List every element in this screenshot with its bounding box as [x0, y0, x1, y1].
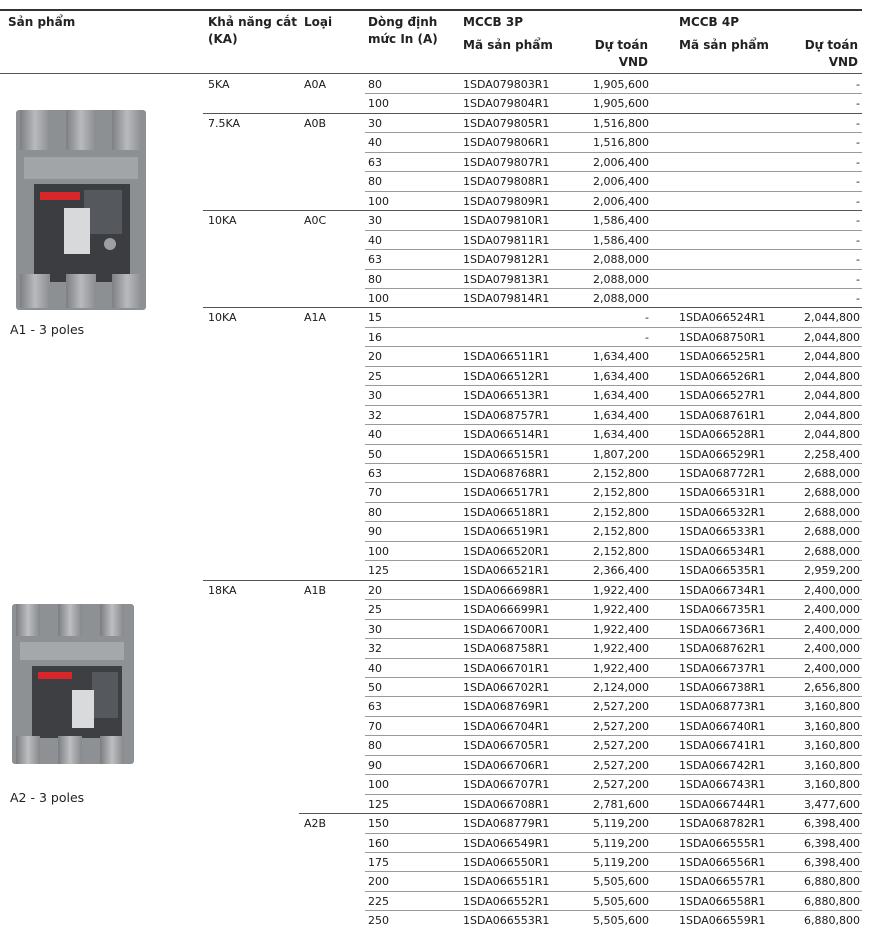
mccb3p-price: 2,152,800: [593, 544, 649, 558]
mccb3p-code: 1SDA066702R1: [463, 680, 550, 694]
mccb3p-price: 2,088,000: [593, 272, 649, 286]
rated-current: 15: [368, 311, 382, 325]
mccb4p-code: 1SDA066528R1: [679, 428, 766, 442]
mccb4p-price: -: [856, 136, 860, 150]
mccb3p-code: 1SDA066518R1: [463, 505, 550, 519]
rated-current: 250: [368, 914, 389, 928]
mccb3p-code: 1SDA066549R1: [463, 836, 550, 850]
mccb3p-price: 5,505,600: [593, 875, 649, 889]
mccb3p-price: 1,586,400: [593, 214, 649, 228]
mccb4p-price: 3,160,800: [804, 719, 860, 733]
mccb4p-price: 2,688,000: [804, 486, 860, 500]
mccb3p-code: 1SDA066521R1: [463, 564, 550, 578]
mccb3p-code: 1SDA066550R1: [463, 856, 550, 869]
mccb3p-price: 2,527,200: [593, 700, 649, 714]
mccb3p-price: 1,586,400: [593, 233, 649, 247]
mccb3p-code: 1SDA079803R1: [463, 78, 550, 91]
header-bottom-rule: [0, 73, 862, 74]
mccb4p-price: 2,400,000: [804, 583, 860, 597]
mccb3p-price: 1,922,400: [593, 622, 649, 636]
mccb4p-code: 1SDA066743R1: [679, 778, 766, 792]
mccb3p-price: 1,516,800: [593, 116, 649, 130]
mccb3p-code: 1SDA066511R1: [463, 350, 550, 364]
mccb3p-code: 1SDA079804R1: [463, 97, 550, 111]
mccb3p-code: 1SDA066551R1: [463, 875, 550, 889]
group-capacity: 10KA: [208, 214, 237, 228]
mccb4p-price: 2,656,800: [804, 680, 860, 694]
mccb4p-code: 1SDA068782R1: [679, 817, 766, 831]
mccb3p-price: 1,516,800: [593, 136, 649, 150]
rated-current: 80: [368, 505, 382, 519]
mccb4p-price: -: [856, 97, 860, 111]
mccb4p-code: 1SDA066556R1: [679, 856, 766, 869]
mccb3p-price: 2,152,800: [593, 505, 649, 519]
mccb4p-price: -: [856, 155, 860, 169]
mccb4p-code: 1SDA066529R1: [679, 447, 766, 461]
mccb3p-code: 1SDA068779R1: [463, 817, 550, 831]
group-type: A1B: [304, 583, 327, 597]
header-product: Sản phẩm: [8, 15, 76, 29]
mccb3p-code: 1SDA066553R1: [463, 914, 550, 928]
rated-current: 100: [368, 194, 389, 208]
mccb3p-code: 1SDA079805R1: [463, 116, 550, 130]
mccb3p-price: 2,781,600: [593, 797, 649, 811]
mccb4p-code: 1SDA066531R1: [679, 486, 766, 500]
mccb4p-code: 1SDA068772R1: [679, 467, 766, 480]
mccb3p-code: 1SDA066517R1: [463, 486, 550, 500]
rated-current: 175: [368, 856, 389, 869]
mccb4p-price: 2,044,800: [804, 408, 860, 422]
mccb3p-code: 1SDA079813R1: [463, 272, 550, 286]
mccb4p-price: 2,044,800: [804, 311, 860, 325]
rated-current: 25: [368, 603, 382, 617]
mccb4p-price: 2,400,000: [804, 642, 860, 656]
mccb3p-price: 1,905,600: [593, 97, 649, 111]
mccb3p-price: 2,527,200: [593, 778, 649, 792]
rated-current: 32: [368, 408, 382, 422]
header-capacity: Khả năng cắt (KA): [208, 15, 298, 46]
mccb3p-price: 1,922,400: [593, 642, 649, 656]
mccb4p-code: 1SDA066740R1: [679, 719, 766, 733]
mccb4p-price: 2,400,000: [804, 661, 860, 675]
mccb3p-price: 2,152,800: [593, 467, 649, 480]
rated-current: 63: [368, 253, 382, 267]
mccb4p-code: 1SDA066735R1: [679, 603, 766, 617]
mccb3p-code: 1SDA066552R1: [463, 894, 550, 908]
mccb3p-code: 1SDA066707R1: [463, 778, 550, 792]
mccb4p-price: 6,398,400: [804, 817, 860, 831]
rated-current: 40: [368, 136, 382, 150]
rated-current: 125: [368, 797, 389, 811]
rated-current: 30: [368, 622, 382, 636]
mccb3p-price: 1,807,200: [593, 447, 649, 461]
mccb4p-price: 2,688,000: [804, 467, 860, 480]
rated-current: 50: [368, 680, 382, 694]
mccb3p-price: 2,366,400: [593, 564, 649, 578]
product-image-a1: [6, 102, 156, 314]
rated-current: 70: [368, 486, 382, 500]
header-4p-price: Dự toán VND: [804, 38, 858, 69]
mccb4p-price: 2,044,800: [804, 350, 860, 364]
group-capacity: 10KA: [208, 311, 237, 325]
rated-current: 90: [368, 758, 382, 772]
mccb3p-price: 2,152,800: [593, 525, 649, 539]
group-type: A0C: [304, 214, 327, 228]
mccb3p-code: 1SDA066519R1: [463, 525, 550, 539]
rated-current: 80: [368, 175, 382, 189]
mccb3p-code: 1SDA066515R1: [463, 447, 550, 461]
rated-current: 20: [368, 350, 382, 364]
group-type: A1A: [304, 311, 327, 325]
mccb4p-code: 1SDA066555R1: [679, 836, 766, 850]
mccb3p-code: 1SDA068769R1: [463, 700, 550, 714]
mccb4p-code: 1SDA068761R1: [679, 408, 766, 422]
mccb3p-code: 1SDA079809R1: [463, 194, 550, 208]
group-type: A0A: [304, 78, 327, 91]
table-top-rule: [0, 9, 862, 11]
rated-current: 90: [368, 525, 382, 539]
mccb4p-price: 3,160,800: [804, 758, 860, 772]
product-label-a1: A1 - 3 poles: [10, 322, 85, 337]
mccb4p-price: 2,688,000: [804, 544, 860, 558]
rated-current: 150: [368, 817, 389, 831]
product-label-a2: A2 - 3 poles: [10, 790, 85, 805]
mccb3p-price: 1,634,400: [593, 408, 649, 422]
mccb4p-code: 1SDA066526R1: [679, 369, 766, 383]
rated-current: 50: [368, 447, 382, 461]
mccb4p-code: 1SDA066525R1: [679, 350, 766, 364]
mccb4p-code: 1SDA066741R1: [679, 739, 766, 753]
mccb4p-price: 2,688,000: [804, 525, 860, 539]
mccb4p-price: 2,688,000: [804, 505, 860, 519]
mccb4p-price: 2,959,200: [804, 564, 860, 578]
mccb3p-code: 1SDA066700R1: [463, 622, 550, 636]
mccb3p-price: 2,006,400: [593, 155, 649, 169]
mccb4p-code: 1SDA066535R1: [679, 564, 766, 578]
mccb4p-code: 1SDA066532R1: [679, 505, 766, 519]
mccb3p-code: 1SDA066701R1: [463, 661, 550, 675]
mccb3p-price: 1,922,400: [593, 603, 649, 617]
rated-current: 30: [368, 214, 382, 228]
mccb3p-price: 2,527,200: [593, 719, 649, 733]
mccb4p-price: 6,880,800: [804, 894, 860, 908]
mccb4p-price: 2,400,000: [804, 622, 860, 636]
group-type: A2B: [304, 817, 327, 831]
mccb3p-code: 1SDA079811R1: [463, 233, 550, 247]
mccb4p-price: 2,044,800: [804, 389, 860, 403]
mccb4p-code: 1SDA068750R1: [679, 330, 766, 344]
group-capacity: 18KA: [208, 583, 237, 597]
mccb3p-code: 1SDA068758R1: [463, 642, 550, 656]
mccb4p-price: -: [856, 272, 860, 286]
mccb3p-code: 1SDA066520R1: [463, 544, 550, 558]
mccb4p-price: -: [856, 78, 860, 91]
rated-current: 100: [368, 291, 389, 305]
group-type: A0B: [304, 116, 327, 130]
header-mccb3p: MCCB 3P: [463, 15, 524, 29]
mccb4p-price: 3,160,800: [804, 778, 860, 792]
rated-current: 200: [368, 875, 389, 889]
rated-current: 63: [368, 700, 382, 714]
header-3p-price: Dự toán VND: [594, 38, 648, 69]
mccb3p-code: 1SDA079812R1: [463, 253, 550, 267]
header-type: Loại: [304, 15, 333, 29]
mccb4p-code: 1SDA066737R1: [679, 661, 766, 675]
mccb4p-price: 3,477,600: [804, 797, 860, 811]
rated-current: 40: [368, 233, 382, 247]
mccb3p-price: 1,634,400: [593, 350, 649, 364]
mccb3p-price: 2,527,200: [593, 739, 649, 753]
rated-current: 100: [368, 544, 389, 558]
mccb3p-code: 1SDA068768R1: [463, 467, 550, 480]
rated-current: 80: [368, 272, 382, 286]
mccb3p-price: 2,088,000: [593, 291, 649, 305]
rated-current: 225: [368, 894, 389, 908]
mccb4p-price: 3,160,800: [804, 700, 860, 714]
mccb3p-price: 5,119,200: [593, 836, 649, 850]
mccb3p-price: -: [645, 311, 649, 325]
mccb3p-price: 5,119,200: [593, 817, 649, 831]
rated-current: 70: [368, 719, 382, 733]
mccb4p-price: -: [856, 116, 860, 130]
mccb4p-price: 6,880,800: [804, 875, 860, 889]
mccb3p-code: 1SDA068757R1: [463, 408, 550, 422]
mccb3p-price: 2,527,200: [593, 758, 649, 772]
rated-current: 80: [368, 78, 382, 91]
rated-current: 30: [368, 389, 382, 403]
rated-current: 100: [368, 778, 389, 792]
mccb4p-price: -: [856, 175, 860, 189]
rated-current: 25: [368, 369, 382, 383]
rated-current: 63: [368, 467, 382, 480]
mccb4p-code: 1SDA066527R1: [679, 389, 766, 403]
mccb4p-price: 6,398,400: [804, 836, 860, 850]
rated-current: 100: [368, 97, 389, 111]
rated-current: 32: [368, 642, 382, 656]
mccb3p-price: 1,922,400: [593, 661, 649, 675]
mccb4p-code: 1SDA068773R1: [679, 700, 766, 714]
mccb3p-code: 1SDA066513R1: [463, 389, 550, 403]
mccb4p-code: 1SDA066744R1: [679, 797, 766, 811]
rated-current: 40: [368, 661, 382, 675]
mccb3p-price: 1,905,600: [593, 78, 649, 91]
mccb3p-code: 1SDA066708R1: [463, 797, 550, 811]
mccb4p-price: -: [856, 214, 860, 228]
mccb4p-price: 2,258,400: [804, 447, 860, 461]
mccb3p-price: 5,505,600: [593, 914, 649, 928]
mccb3p-price: 2,006,400: [593, 175, 649, 189]
mccb3p-code: 1SDA079806R1: [463, 136, 550, 150]
mccb3p-price: 5,505,600: [593, 894, 649, 908]
mccb3p-code: 1SDA066514R1: [463, 428, 550, 442]
rated-current: 125: [368, 564, 389, 578]
rated-current: 80: [368, 739, 382, 753]
mccb3p-price: 2,088,000: [593, 253, 649, 267]
mccb4p-code: 1SDA068762R1: [679, 642, 766, 656]
mccb4p-price: 6,398,400: [804, 856, 860, 869]
mccb3p-price: -: [645, 330, 649, 344]
mccb3p-price: 1,634,400: [593, 428, 649, 442]
header-4p-code: Mã sản phẩm: [679, 38, 769, 52]
product-image-a2: [6, 598, 138, 768]
mccb3p-code: 1SDA066704R1: [463, 719, 550, 733]
mccb3p-code: 1SDA066512R1: [463, 369, 550, 383]
mccb3p-code: 1SDA079808R1: [463, 175, 550, 189]
group-capacity: 5KA: [208, 78, 230, 91]
mccb3p-price: 1,634,400: [593, 369, 649, 383]
mccb4p-code: 1SDA066524R1: [679, 311, 766, 325]
mccb4p-price: -: [856, 233, 860, 247]
rated-current: 16: [368, 330, 382, 344]
mccb3p-code: 1SDA066705R1: [463, 739, 550, 753]
mccb3p-price: 1,922,400: [593, 583, 649, 597]
mccb3p-code: 1SDA079810R1: [463, 214, 550, 228]
mccb4p-code: 1SDA066736R1: [679, 622, 766, 636]
mccb3p-code: 1SDA066706R1: [463, 758, 550, 772]
mccb4p-code: 1SDA066734R1: [679, 583, 766, 597]
rated-current: 63: [368, 155, 382, 169]
mccb4p-price: 2,400,000: [804, 603, 860, 617]
header-3p-code: Mã sản phẩm: [463, 38, 553, 52]
rated-current: 160: [368, 836, 389, 850]
mccb3p-code: 1SDA066699R1: [463, 603, 550, 617]
mccb4p-code: 1SDA066557R1: [679, 875, 766, 889]
mccb4p-price: 2,044,800: [804, 330, 860, 344]
mccb4p-code: 1SDA066534R1: [679, 544, 766, 558]
mccb4p-price: 2,044,800: [804, 428, 860, 442]
header-mccb4p: MCCB 4P: [679, 15, 740, 29]
mccb3p-code: 1SDA079807R1: [463, 155, 550, 169]
mccb4p-price: 6,880,800: [804, 914, 860, 928]
mccb4p-price: 3,160,800: [804, 739, 860, 753]
mccb4p-code: 1SDA066533R1: [679, 525, 766, 539]
mccb4p-price: -: [856, 253, 860, 267]
mccb3p-price: 2,152,800: [593, 486, 649, 500]
mccb3p-price: 2,006,400: [593, 194, 649, 208]
group-capacity: 7.5KA: [208, 116, 241, 130]
mccb4p-code: 1SDA066558R1: [679, 894, 766, 908]
rated-current: 20: [368, 583, 382, 597]
mccb4p-code: 1SDA066742R1: [679, 758, 766, 772]
mccb3p-price: 1,634,400: [593, 389, 649, 403]
mccb4p-price: -: [856, 291, 860, 305]
mccb3p-code: 1SDA079814R1: [463, 291, 550, 305]
mccb3p-code: 1SDA066698R1: [463, 583, 550, 597]
mccb4p-code: 1SDA066738R1: [679, 680, 766, 694]
mccb4p-price: 2,044,800: [804, 369, 860, 383]
header-current: Dòng định mức In (A): [368, 15, 438, 46]
mccb3p-price: 2,124,000: [593, 680, 649, 694]
mccb4p-code: 1SDA066559R1: [679, 914, 766, 928]
mccb4p-price: -: [856, 194, 860, 208]
mccb3p-price: 5,119,200: [593, 856, 649, 869]
rated-current: 30: [368, 116, 382, 130]
rated-current: 40: [368, 428, 382, 442]
